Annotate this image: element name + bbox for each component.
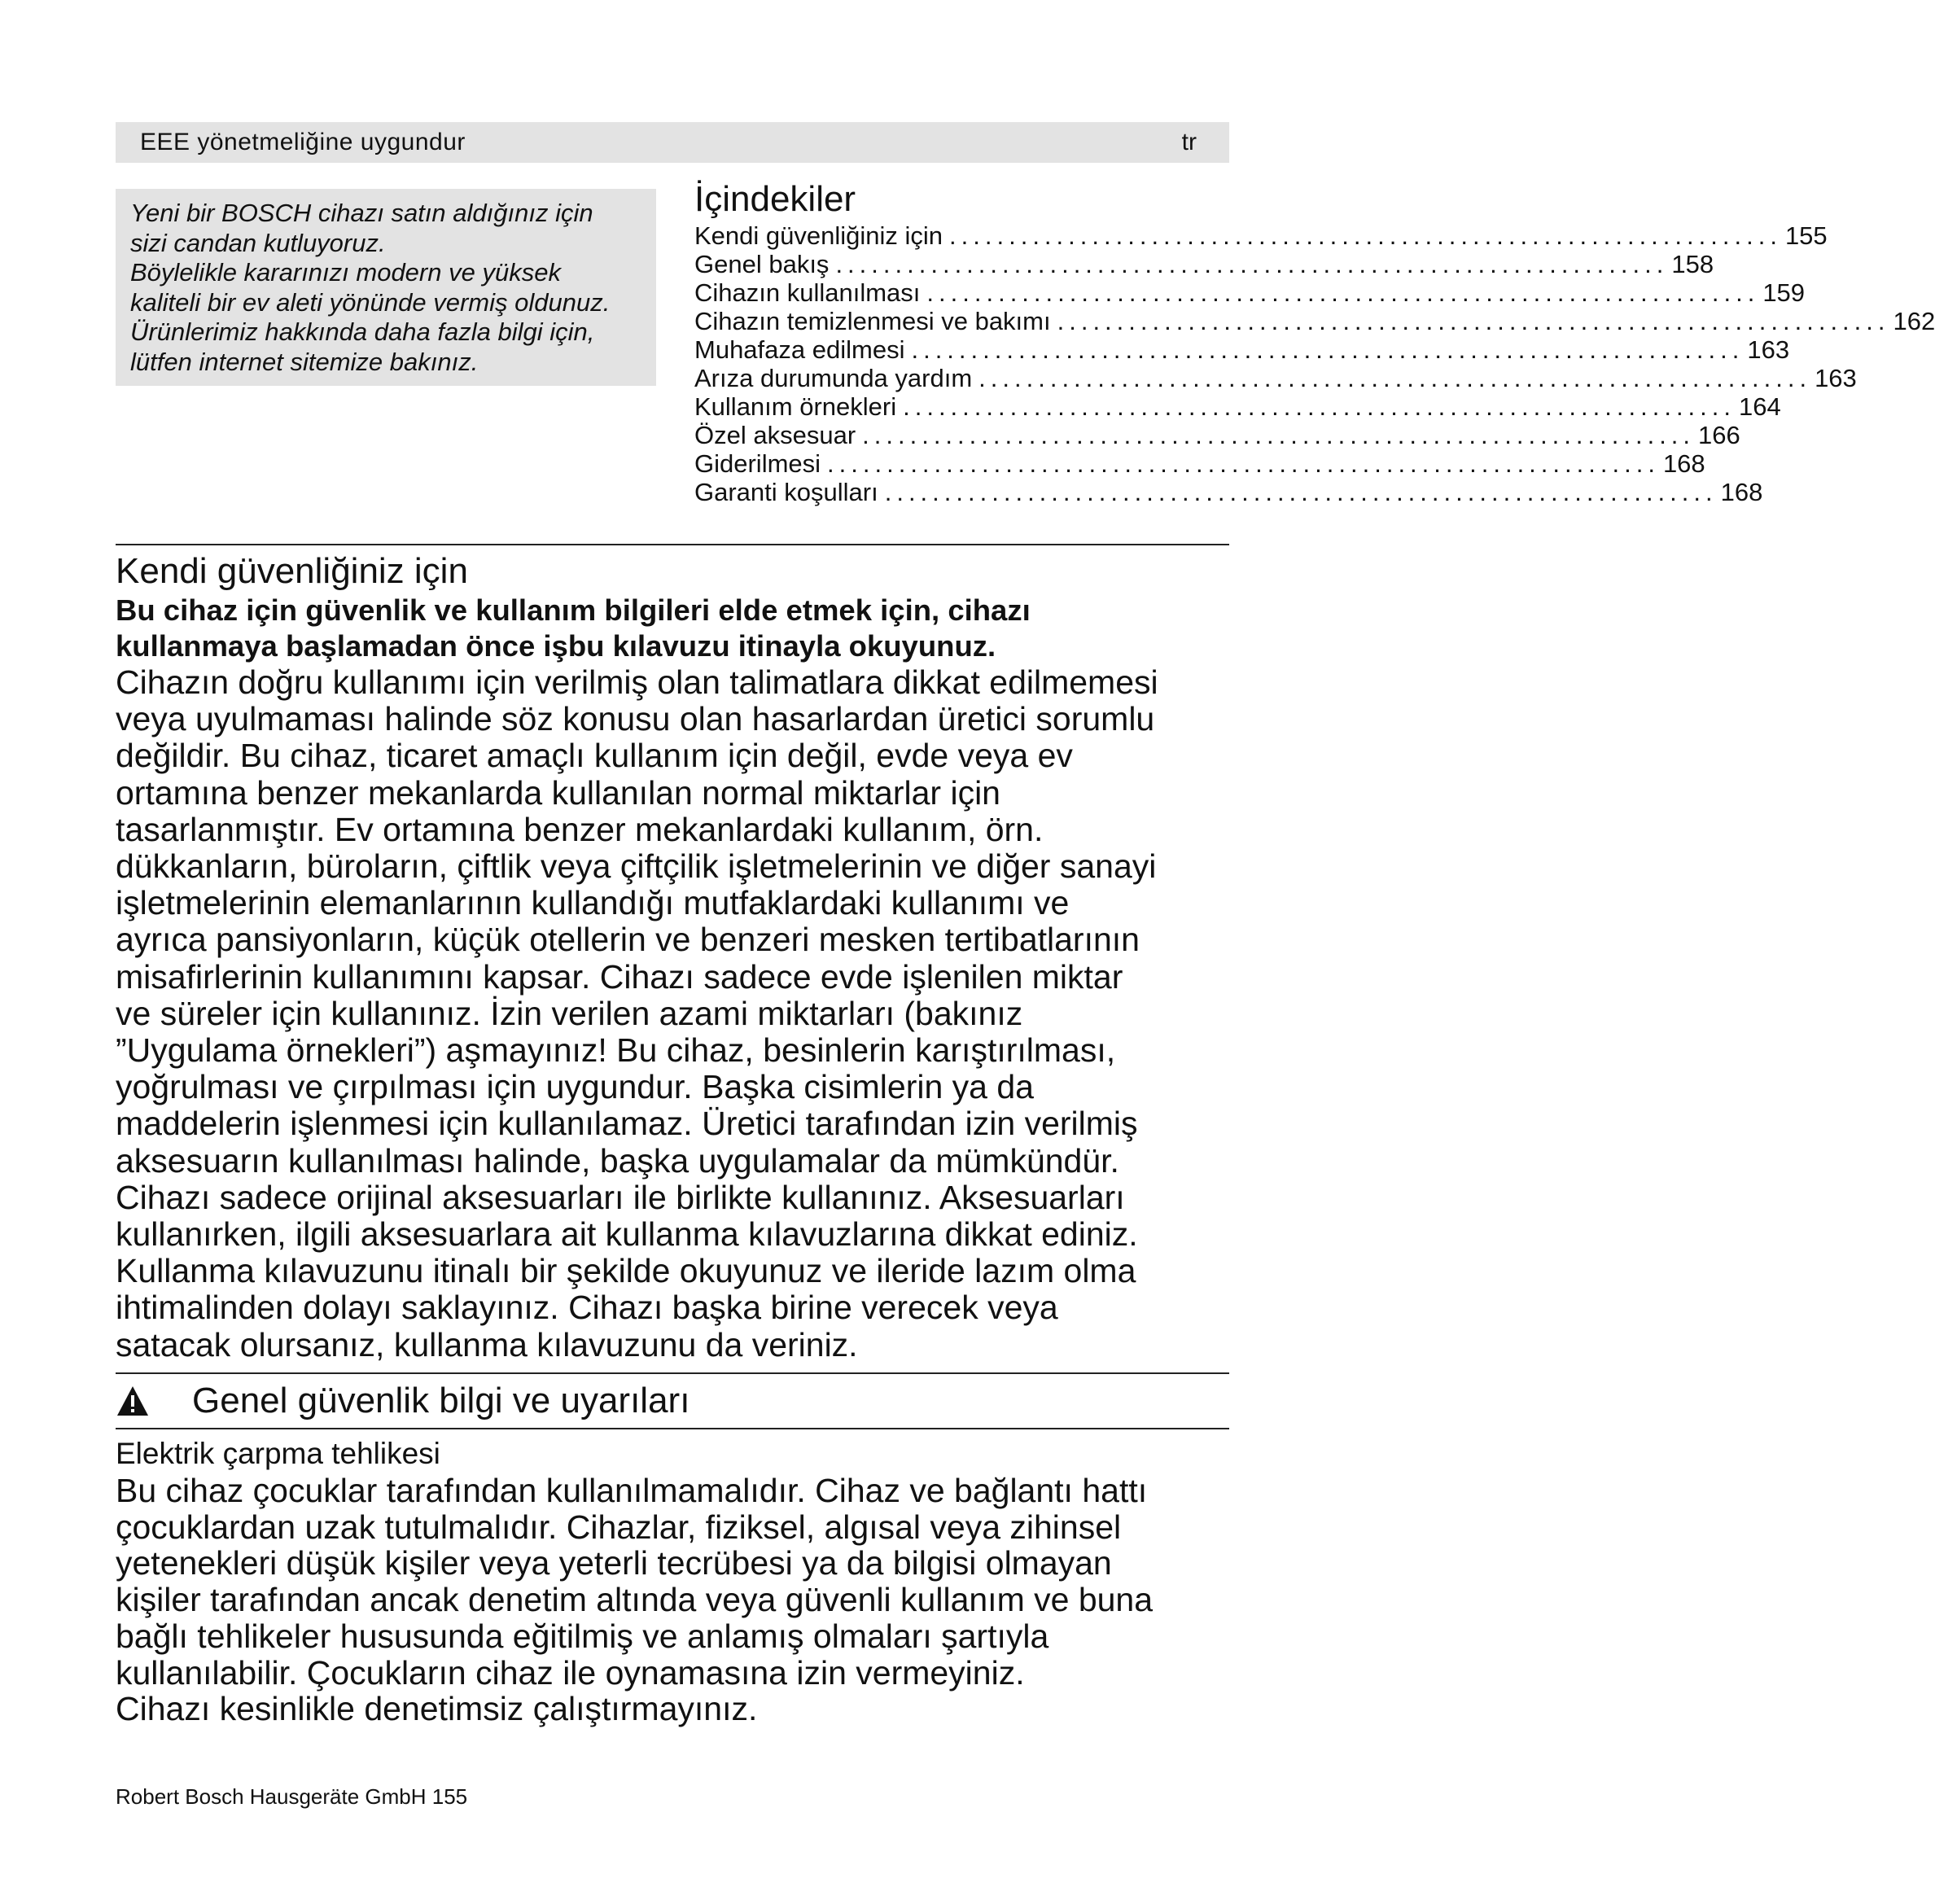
body-line: Kullanma kılavuzunu itinalı bir şekilde okuyunuz ve ileride lazım olma bbox=[116, 1252, 1136, 1290]
toc-item-label: Genel bakış bbox=[694, 250, 830, 278]
body-line: maddelerin işlenmesi için kullanılamaz. Üretici tarafından izin verilmiş bbox=[116, 1105, 1138, 1143]
body-line: yetenekleri düşük kişiler veya yeterli tecrübesi ya da bilgisi olmayan bbox=[116, 1544, 1112, 1582]
toc-item-label: Garanti koşulları bbox=[694, 478, 878, 506]
toc-title: İçindekiler bbox=[694, 179, 856, 219]
toc-item-page: 168 bbox=[1662, 449, 1705, 478]
body-line: bağlı tehlikeler hususunda eğitilmiş ve anlamış olmaları şartıyla bbox=[116, 1617, 1049, 1655]
body-line: işletmelerinin elemanlarının kullandığı mutfaklardaki kullanımı ve bbox=[116, 884, 1070, 922]
toc-dot-leader: ...................................................................... bbox=[835, 250, 1669, 278]
toc-item-label: Giderilmesi bbox=[694, 449, 821, 478]
subsection-heading: Elektrik çarpma tehlikesi bbox=[116, 1437, 440, 1470]
table-of-contents bbox=[694, 177, 1935, 506]
welcome-box bbox=[116, 189, 656, 386]
toc-item[interactable] bbox=[694, 421, 1740, 449]
toc-item[interactable] bbox=[694, 392, 1781, 421]
toc-item-page: 168 bbox=[1720, 478, 1763, 506]
body-line: satacak olursanız, kullanma kılavuzunu da veriniz. bbox=[116, 1325, 858, 1363]
body-line: tasarlanmıştır. Ev ortamına benzer mekanlardaki kullanım, örn. bbox=[116, 810, 1044, 848]
body-line: ayrıca pansiyonların, küçük otellerin ve benzeri mesken tertibatlarının bbox=[116, 921, 1140, 959]
welcome-line: Yeni bir BOSCH cihazı satın aldığınız için bbox=[130, 199, 593, 227]
body-line: kişiler tarafından ancak denetim altında veya güvenli kullanım ve buna bbox=[116, 1581, 1154, 1619]
section-divider bbox=[116, 544, 1229, 545]
body-line: misafirlerinin kullanımını kapsar. Cihazı sadece evde işlenilen miktar bbox=[116, 957, 1123, 996]
warning-triangle-icon bbox=[116, 1385, 150, 1417]
toc-dot-leader: ...................................................................... bbox=[862, 421, 1696, 449]
welcome-line: kaliteli bir ev aleti yönünde vermiş oldunuz. bbox=[130, 287, 611, 317]
body-line: Cihazı kesinlikle denetimsiz çalıştırmayınız. bbox=[116, 1690, 758, 1728]
body-line: Cihazı sadece orijinal aksesuarları ile birlikte kullanınız. Aksesuarları bbox=[116, 1178, 1125, 1216]
body-line: ihtimalinden dolayı saklayınız. Cihazı başka birine verecek veya bbox=[116, 1289, 1058, 1327]
body-line: Bu cihaz çocuklar tarafından kullanılmamalıdır. Cihaz ve bağlantı hattı bbox=[116, 1472, 1148, 1509]
toc-item-label: Kendi güvenliğiniz için bbox=[694, 221, 943, 250]
body-line: yoğrulması ve çırpılması için uygundur. Başka cisimlerin ya da bbox=[116, 1068, 1034, 1106]
toc-item[interactable] bbox=[694, 449, 1705, 478]
section-heading: Kendi güvenliğiniz için bbox=[116, 551, 468, 591]
toc-item[interactable] bbox=[694, 307, 1935, 335]
toc-item-label: Arıza durumunda yardım bbox=[694, 364, 973, 392]
welcome-line: sizi candan kutluyoruz. bbox=[130, 228, 386, 257]
body-line: aksesuarın kullanılması halinde, başka uygulamalar da mümkündür. bbox=[116, 1141, 1119, 1180]
toc-dot-leader: ...................................................................... bbox=[884, 478, 1718, 506]
toc-item-page: 162 bbox=[1893, 307, 1935, 335]
section-divider bbox=[116, 1428, 1229, 1429]
body-line: kullanırken, ilgili aksesuarlara ait kullanma kılavuzlarına dikkat ediniz. bbox=[116, 1215, 1138, 1254]
toc-item[interactable] bbox=[694, 335, 1790, 364]
body-line: ve süreler için kullanınız. İzin verilen azami miktarları (bakınız bbox=[116, 994, 1023, 1032]
toc-item[interactable] bbox=[694, 221, 1828, 250]
body-line: veya uyulmaması halinde söz konusu olan hasarlardan üretici sorumlu bbox=[116, 700, 1155, 738]
toc-item[interactable] bbox=[694, 250, 1714, 278]
body-line: çocuklardan uzak tutulmalıdır. Cihazlar, fiziksel, algısal veya zihinsel bbox=[116, 1508, 1122, 1546]
toc-item-label: Kullanım örnekleri bbox=[694, 392, 897, 421]
language-code: tr bbox=[1181, 129, 1197, 155]
toc-item-page: 155 bbox=[1784, 221, 1828, 250]
toc-item[interactable] bbox=[694, 364, 1857, 392]
general-warnings-heading bbox=[116, 1380, 1229, 1422]
electric-shock-section bbox=[116, 1435, 1239, 1727]
body-line: ”Uygulama örnekleri”) aşmayınız! Bu cihaz, besinlerin karıştırılması, bbox=[116, 1031, 1116, 1070]
safety-section bbox=[116, 550, 1239, 1363]
body-line: kullanılabilir. Çocukların cihaz ile oynamasına izin vermeyiniz. bbox=[116, 1653, 1025, 1692]
toc-item-label: Cihazın kullanılması bbox=[694, 278, 921, 307]
toc-item-label: Muhafaza edilmesi bbox=[694, 335, 905, 364]
toc-item-page: 163 bbox=[1747, 335, 1790, 364]
body-line: değildir. Bu cihaz, ticaret amaçlı kullanım için değil, evde veya ev bbox=[116, 737, 1073, 775]
section-divider bbox=[116, 1372, 1229, 1374]
body-line: Cihazın doğru kullanımı için verilmiş olan talimatlara dikkat edilmemesi bbox=[116, 663, 1158, 701]
toc-dot-leader: ...................................................................... bbox=[911, 335, 1745, 364]
toc-item[interactable] bbox=[694, 278, 1806, 307]
toc-dot-leader: ...................................................................... bbox=[926, 278, 1760, 307]
welcome-line: Ürünlerimiz hakkında daha fazla bilgi için, bbox=[130, 317, 595, 346]
toc-item-label: Özel aksesuar bbox=[694, 421, 856, 449]
toc-item-page: 164 bbox=[1739, 392, 1781, 421]
welcome-line: lütfen internet sitemize bakınız. bbox=[130, 347, 479, 376]
toc-dot-leader: ...................................................................... bbox=[903, 392, 1736, 421]
page-footer: Robert Bosch Hausgeräte GmbH 155 bbox=[116, 1784, 468, 1809]
body-line: ortamına benzer mekanlarda kullanılan normal miktarlar için bbox=[116, 773, 1000, 812]
toc-list bbox=[694, 221, 1935, 506]
header-title: EEE yönetmeliğine uygundur bbox=[140, 129, 466, 155]
general-warnings-title: Genel güvenlik bilgi ve uyarıları bbox=[192, 1381, 690, 1420]
toc-item-page: 166 bbox=[1698, 421, 1740, 449]
toc-dot-leader: ...................................................................... bbox=[827, 449, 1660, 478]
toc-dot-leader: ...................................................................... bbox=[949, 221, 1782, 250]
toc-item-page: 159 bbox=[1762, 278, 1806, 307]
header-bar bbox=[116, 122, 1229, 163]
toc-item-page: 158 bbox=[1671, 250, 1714, 278]
lead-line: kullanmaya başlamadan önce işbu kılavuzu itinayla okuyunuz. bbox=[116, 629, 996, 663]
toc-dot-leader: ...................................................................... bbox=[1057, 307, 1890, 335]
body-line: dükkanların, büroların, çiftlik veya çiftçilik işletmelerinin ve diğer sanayi bbox=[116, 847, 1157, 886]
welcome-line: Böylelikle kararınızı modern ve yüksek bbox=[130, 258, 561, 287]
toc-item-page: 163 bbox=[1815, 364, 1857, 392]
toc-dot-leader: ...................................................................... bbox=[978, 364, 1812, 392]
toc-item[interactable] bbox=[694, 478, 1763, 506]
lead-line: Bu cihaz için güvenlik ve kullanım bilgileri elde etmek için, cihazı bbox=[116, 593, 1031, 627]
toc-item-label: Cihazın temizlenmesi ve bakımı bbox=[694, 307, 1051, 335]
